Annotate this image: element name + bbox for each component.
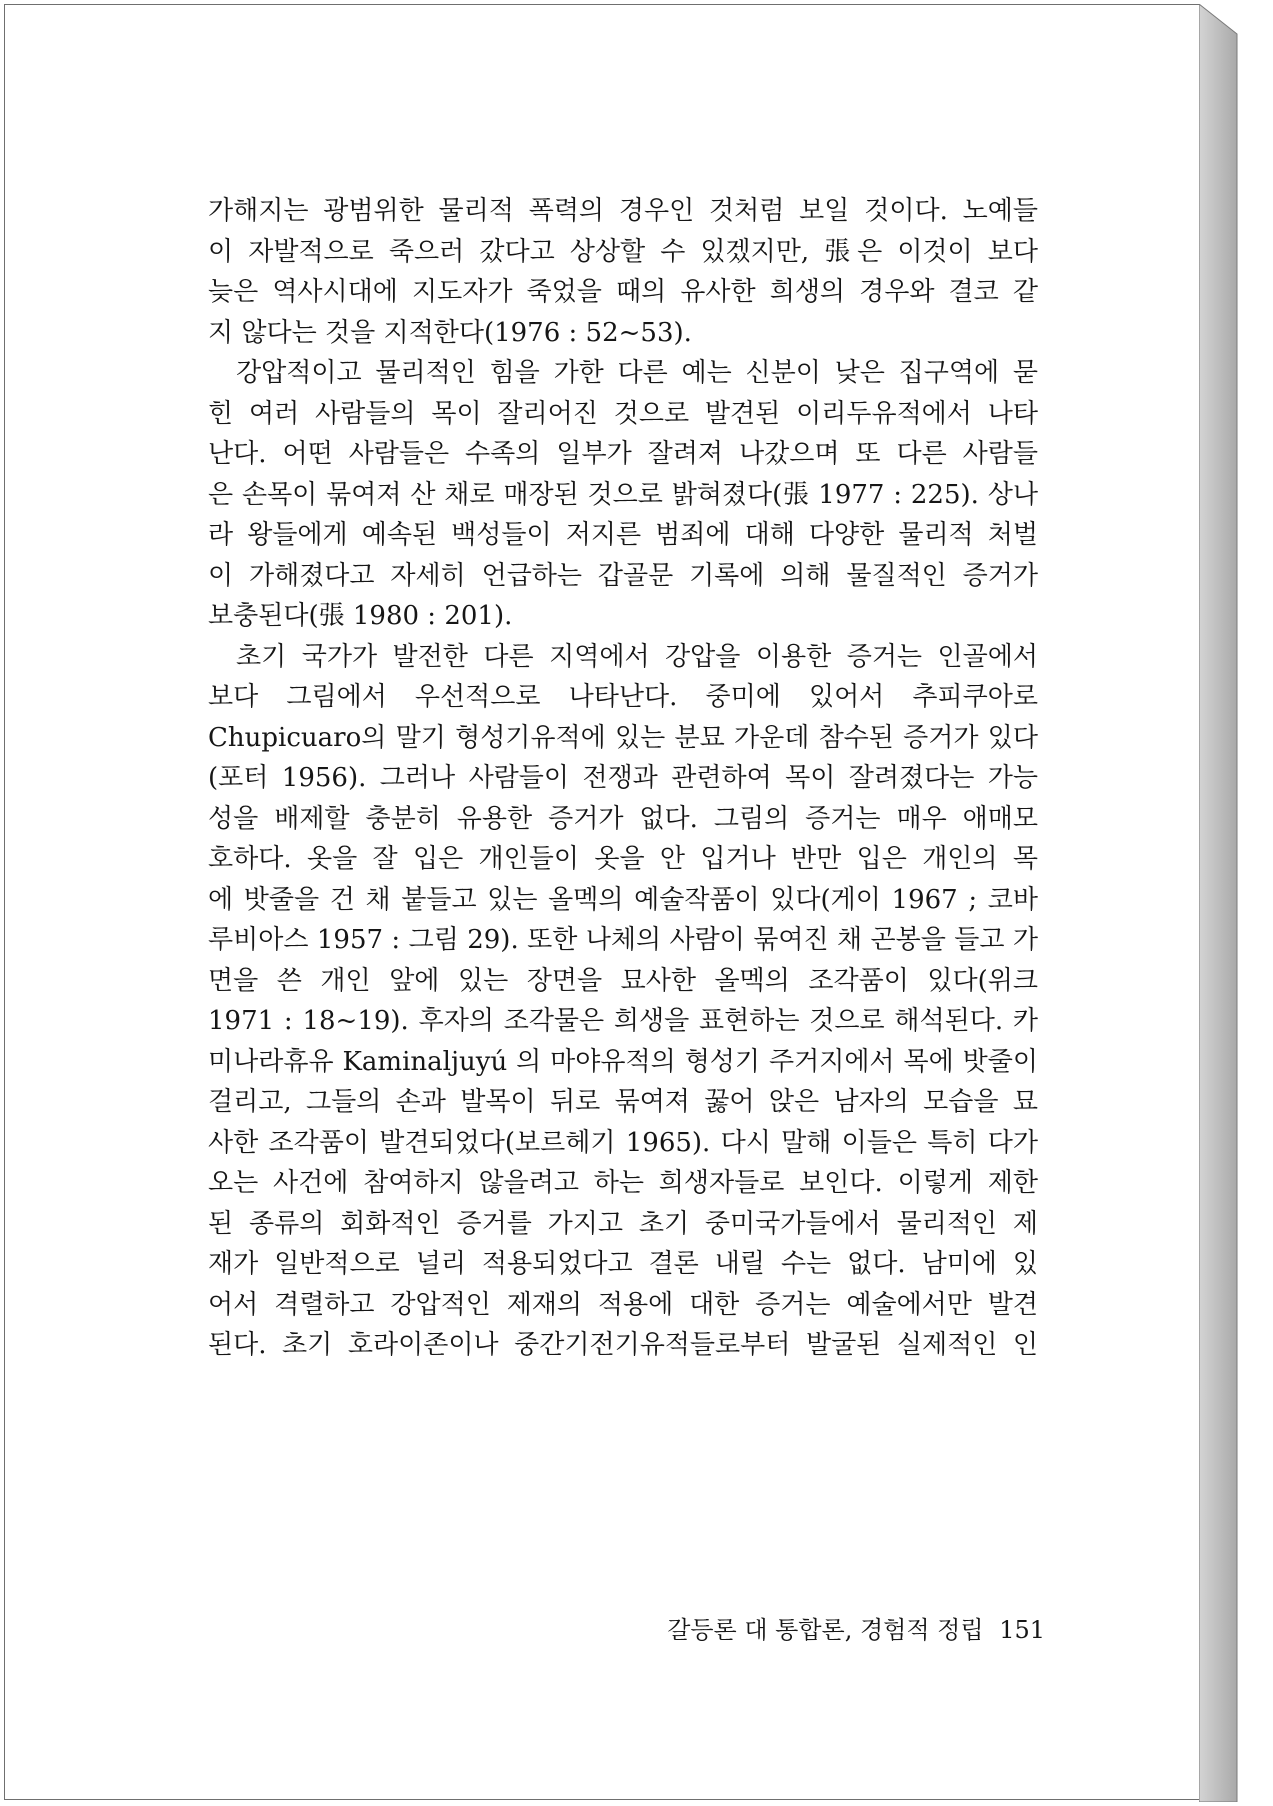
text-line: 늦은 역사시대에 지도자가 죽었을 때의 유사한 희생의 경우와 결코 같 — [208, 277, 1038, 307]
text-line: 된다. 초기 호라이존이나 중간기전기유적들로부터 발굴된 실제적인 인 — [208, 1330, 1038, 1360]
text-line: 지 않다는 것을 지적한다(1976 : 52~53). — [208, 317, 692, 348]
text-line: 가해지는 광범위한 물리적 폭력의 경우인 것처럼 보일 것이다. 노예들 — [208, 196, 1038, 226]
text-line: 라 왕들에게 예속된 백성들이 저지른 범죄에 대해 다양한 물리적 처벌 — [208, 520, 1038, 550]
running-head: 갈등론 대 통합론, 경험적 정립 — [667, 1616, 984, 1644]
text-line: 이 자발적으로 죽으러 갔다고 상상할 수 있겠지만, 張은 이것이 보다 — [208, 236, 1038, 267]
text-line: 힌 여러 사람들의 목이 잘리어진 것으로 발견된 이리두유적에서 나타 — [208, 398, 1038, 429]
text-line: 초기 국가가 발전한 다른 지역에서 강압을 이용한 증거는 인골에서 — [236, 641, 1038, 672]
text-line: 오는 사건에 참여하지 않을려고 하는 희생자들로 보인다. 이렇게 제한 — [208, 1168, 1038, 1198]
text-line: 루비아스 1957 : 그림 29). 또한 나체의 사람이 묶여진 채 곤봉을 들고 가 — [208, 925, 1038, 955]
book-page — [4, 4, 1200, 1800]
text-line: 사한 조각품이 발견되었다(보르헤기 1965). 다시 말해 이들은 특히 다가 — [208, 1127, 1038, 1158]
text-line: 보다 그림에서 우선적으로 나타난다. 중미에 있어서 추피쿠아로 — [208, 682, 1038, 712]
page-stack-edge — [1199, 4, 1239, 1802]
text-line: 이 가해졌다고 자세히 언급하는 갑골문 기록에 의해 물질적인 증거가 — [208, 560, 1038, 591]
body-text — [208, 191, 1038, 1366]
text-line: 은 손목이 묶여져 산 채로 매장된 것으로 밝혀졌다(張 1977 : 225). 상나 — [208, 479, 1038, 510]
text-line: 성을 배제할 충분히 유용한 증거가 없다. 그림의 증거는 매우 애매모 — [208, 803, 1038, 834]
text-line: 면을 쓴 개인 앞에 있는 장면을 묘사한 올멕의 조각품이 있다(위크 — [208, 965, 1038, 996]
text-line: (포터 1956). 그러나 사람들이 전쟁과 관련하여 목이 잘려졌다는 가능 — [208, 763, 1038, 793]
text-line: 재가 일반적으로 널리 적용되었다고 결론 내릴 수는 없다. 남미에 있 — [208, 1249, 1038, 1279]
text-line: 강압적이고 물리적인 힘을 가한 다른 예는 신분이 낮은 집구역에 묻 — [236, 358, 1038, 388]
text-line: Chupicuaro의 말기 형성기유적에 있는 분묘 가운데 참수된 증거가 있다 — [208, 722, 1038, 753]
text-line: 미나라휴유 Kaminaljuyú 의 마야유적의 형성기 주거지에서 목에 밧줄이 — [208, 1046, 1038, 1077]
text-line: 호하다. 옷을 잘 입은 개인들이 옷을 안 입거나 반만 입은 개인의 목 — [208, 844, 1038, 874]
text-line: 에 밧줄을 건 채 붙들고 있는 올멕의 예술작품이 있다(게이 1967 ; 코바 — [208, 884, 1038, 915]
page-footer — [605, 1610, 1045, 1645]
page-number: 151 — [999, 1616, 1045, 1644]
text-line: 된 종류의 회화적인 증거를 가지고 초기 중미국가들에서 물리적인 제 — [208, 1208, 1038, 1239]
text-line: 1971 : 18~19). 후자의 조각물은 희생을 표현하는 것으로 해석된다. 카 — [208, 1006, 1038, 1036]
text-line: 어서 격렬하고 강압적인 제재의 적용에 대한 증거는 예술에서만 발견 — [208, 1289, 1038, 1320]
text-line: 보충된다(張 1980 : 201). — [208, 601, 513, 631]
text-line: 난다. 어떤 사람들은 수족의 일부가 잘려져 나갔으며 또 다른 사람들 — [208, 439, 1038, 469]
text-line: 걸리고, 그들의 손과 발목이 뒤로 묶여져 꿇어 앉은 남자의 모습을 묘 — [208, 1087, 1038, 1117]
